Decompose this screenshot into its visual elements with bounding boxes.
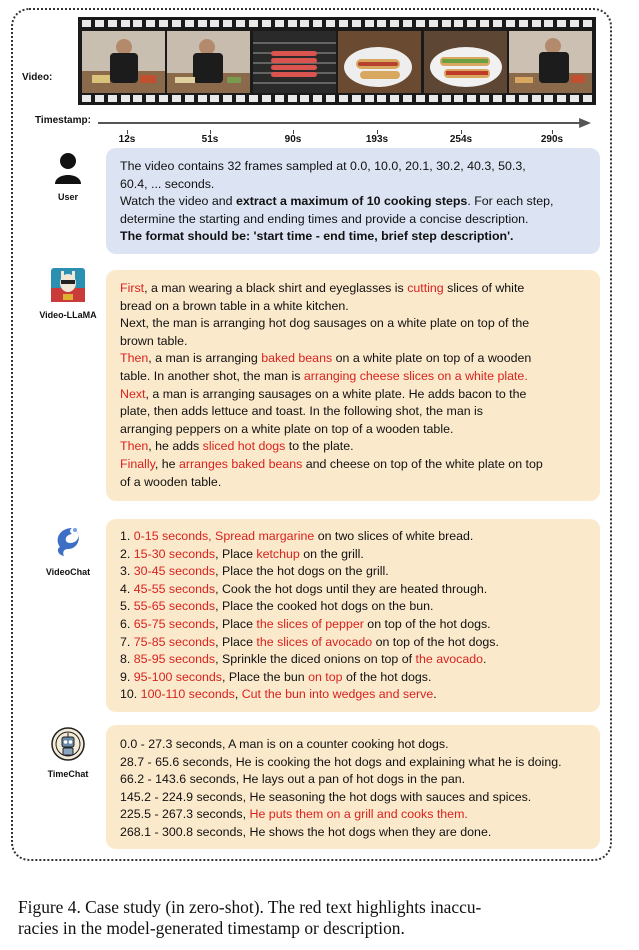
film-hole: [532, 20, 541, 27]
videochat-step: 6. 65-75 seconds, Place the slices of pepper on top of the hot dogs.: [120, 616, 491, 631]
film-hole: [288, 95, 297, 102]
film-hole: [172, 20, 181, 27]
videollama-line: Next, a man is arranging sausages on a white plate. He adds bacon to the: [120, 386, 527, 401]
film-hole: [416, 95, 425, 102]
video-frame-4: [338, 31, 421, 93]
videollama-line: First, a man wearing a black shirt and eyeglasses is cutting slices of white: [120, 281, 525, 295]
film-hole: [313, 20, 322, 27]
video-frame-1: [82, 31, 165, 93]
user-line-4: determine the starting and ending times and provide a concise description.: [120, 211, 529, 226]
caption-line-1: Figure 4. Case study (in zero-shot). The red text highlights inaccu-: [18, 897, 482, 917]
videochat-icon: [52, 525, 84, 559]
film-hole: [223, 95, 232, 102]
videochat-step: 5. 55-65 seconds, Place the cooked hot dogs on the bun.: [120, 599, 434, 614]
film-hole: [506, 95, 515, 102]
film-hole: [429, 20, 438, 27]
film-hole: [390, 95, 399, 102]
film-hole: [403, 95, 412, 102]
film-hole: [275, 95, 284, 102]
film-hole: [416, 20, 425, 27]
film-hole: [82, 95, 91, 102]
timechat-avatar: [30, 727, 106, 779]
film-hole: [275, 20, 284, 27]
timestamp-tick-label: 290s: [540, 134, 564, 145]
film-hole: [377, 95, 386, 102]
user-line-5: The format should be: 'start time - end time, brief step description'.: [120, 229, 514, 244]
videochat-avatar: [30, 525, 106, 577]
film-hole: [454, 95, 463, 102]
film-hole: [95, 95, 104, 102]
videollama-line: brown table.: [120, 333, 188, 348]
film-hole: [121, 20, 130, 27]
film-hole: [493, 95, 502, 102]
figure-caption: [18, 897, 628, 939]
film-hole: [95, 20, 104, 27]
film-hole: [249, 20, 258, 27]
film-hole: [480, 20, 489, 27]
film-hole: [313, 95, 322, 102]
film-hole: [544, 20, 553, 27]
videochat-step: 7. 75-85 seconds, Place the slices of avocado on top of the hot dogs.: [120, 634, 499, 649]
film-hole: [442, 20, 451, 27]
film-hole: [146, 20, 155, 27]
film-hole: [82, 20, 91, 27]
film-hole: [519, 20, 528, 27]
film-hole: [532, 95, 541, 102]
film-hole: [300, 95, 309, 102]
film-hole: [236, 95, 245, 102]
videollama-line: bread on a brown table in a white kitchen.: [120, 298, 349, 313]
videochat-step: 1. 0-15 seconds, Spread margarine on two slices of white bread.: [120, 529, 474, 543]
timestamp-tick-label: 254s: [449, 134, 473, 145]
film-holes-bottom: [82, 95, 592, 102]
video-filmstrip: [78, 17, 596, 105]
videollama-name: Video-LLaMA: [39, 310, 97, 320]
film-hole: [198, 95, 207, 102]
user-line-3: Watch the video and extract a maximum of 10 cooking steps. For each step,: [120, 194, 554, 209]
videochat-step: 2. 15-30 seconds, Place ketchup on the grill.: [120, 546, 364, 561]
film-hole: [223, 20, 232, 27]
timestamp-tick-label: 90s: [284, 134, 302, 145]
film-hole: [210, 20, 219, 27]
film-hole: [365, 95, 374, 102]
caption-line-2: racies in the model-generated timestamp or description.: [18, 918, 405, 938]
film-hole: [326, 95, 335, 102]
user-prompt-box: [106, 148, 600, 254]
timechat-line: 145.2 - 224.9 seconds, He seasoning the hot dogs with sauces and spices.: [120, 789, 532, 804]
film-hole: [185, 95, 194, 102]
videochat-name: VideoChat: [45, 567, 91, 577]
film-hole: [108, 20, 117, 27]
film-hole: [172, 95, 181, 102]
timechat-line: 0.0 - 27.3 seconds, A man is on a counter cooking hot dogs.: [120, 737, 449, 751]
film-hole: [454, 20, 463, 27]
film-hole: [159, 20, 168, 27]
videochat-step: 9. 95-100 seconds, Place the bun on top of the hot dogs.: [120, 669, 432, 684]
video-frames: [82, 31, 592, 93]
film-hole: [493, 20, 502, 27]
film-hole: [133, 95, 142, 102]
film-hole: [519, 95, 528, 102]
film-hole: [403, 20, 412, 27]
videollama-avatar: [28, 268, 108, 320]
user-avatar: [48, 152, 88, 202]
timechat-line: 225.5 - 267.3 seconds, He puts them on a grill and cooks them.: [120, 807, 468, 822]
timestamp-tick-label: 193s: [365, 134, 389, 145]
film-hole: [249, 95, 258, 102]
film-hole: [557, 95, 566, 102]
film-hole: [352, 20, 361, 27]
film-hole: [185, 20, 194, 27]
film-holes-top: [82, 20, 592, 27]
film-hole: [159, 95, 168, 102]
timechat-response-box: [106, 725, 600, 849]
timestamp-label: Timestamp:: [35, 115, 91, 126]
film-hole: [352, 95, 361, 102]
video-frame-6: [509, 31, 592, 93]
timechat-line: 28.7 - 65.6 seconds, He is cooking the hot dogs and explaining what he is doing.: [120, 754, 562, 769]
film-hole: [365, 20, 374, 27]
film-hole: [133, 20, 142, 27]
video-frame-3: [253, 31, 336, 93]
timechat-name: TimeChat: [47, 769, 89, 779]
videollama-line: Then, a man is arranging baked beans on a white plate on top of a wooden: [120, 351, 532, 366]
timestamp-tick-label: 12s: [118, 134, 136, 145]
timechat-line: 66.2 - 143.6 seconds, He lays out a pan of hot dogs in the pan.: [120, 772, 466, 787]
timechat-line: 268.1 - 300.8 seconds, He shows the hot dogs when they are done.: [120, 824, 492, 839]
videollama-line: plate, then adds lettuce and toast. In the following shot, the man is: [120, 404, 484, 419]
film-hole: [429, 95, 438, 102]
timeline-axis: [98, 118, 593, 128]
film-hole: [236, 20, 245, 27]
videochat-step: 10. 100-110 seconds, Cut the bun into wedges and serve.: [120, 687, 437, 702]
film-hole: [339, 95, 348, 102]
video-frame-2: [167, 31, 250, 93]
film-hole: [198, 20, 207, 27]
film-hole: [300, 20, 309, 27]
videochat-step: 3. 30-45 seconds, Place the hot dogs on the grill.: [120, 564, 389, 579]
videochat-response-box: [106, 519, 600, 712]
videollama-response-box: [106, 270, 600, 501]
videollama-line: Then, he adds sliced hot dogs to the plate.: [120, 439, 354, 454]
film-hole: [108, 95, 117, 102]
film-hole: [506, 20, 515, 27]
user-name: User: [57, 192, 78, 202]
film-hole: [480, 95, 489, 102]
film-hole: [339, 20, 348, 27]
film-hole: [262, 95, 271, 102]
videollama-line: of a wooden table.: [120, 474, 222, 489]
film-hole: [467, 95, 476, 102]
film-hole: [442, 95, 451, 102]
videollama-line: Next, the man is arranging hot dog sausages on a white plate on top of the: [120, 316, 530, 331]
videochat-step: 8. 85-95 seconds, Sprinkle the diced onions on top of the avocado.: [120, 652, 487, 667]
film-hole: [288, 20, 297, 27]
film-hole: [121, 95, 130, 102]
videollama-line: Finally, he arranges baked beans and cheese on top of the white plate on top: [120, 456, 543, 471]
videollama-line: arranging peppers on a white plate on top of a wooden table.: [120, 421, 454, 436]
videollama-line: table. In another shot, the man is arranging cheese slices on a white plate.: [120, 368, 528, 383]
llama-icon: [51, 268, 85, 302]
film-hole: [570, 20, 579, 27]
film-hole: [146, 95, 155, 102]
film-hole: [377, 20, 386, 27]
film-hole: [326, 20, 335, 27]
videochat-step: 4. 45-55 seconds, Cook the hot dogs until they are heated through.: [120, 581, 488, 596]
video-label: Video:: [22, 72, 53, 83]
film-hole: [583, 20, 592, 27]
film-hole: [557, 20, 566, 27]
timechat-robot-icon: [51, 727, 85, 761]
film-hole: [570, 95, 579, 102]
film-hole: [210, 95, 219, 102]
user-icon: [54, 152, 82, 184]
user-line-2: 60.4, ... seconds.: [120, 176, 215, 191]
film-hole: [467, 20, 476, 27]
film-hole: [544, 95, 553, 102]
timestamp-tick-label: 51s: [201, 134, 219, 145]
user-line-1: The video contains 32 frames sampled at 0.0, 10.0, 20.1, 30.2, 40.3, 50.3,: [120, 159, 526, 173]
video-frame-5: [424, 31, 507, 93]
film-hole: [262, 20, 271, 27]
film-hole: [390, 20, 399, 27]
film-hole: [583, 95, 592, 102]
